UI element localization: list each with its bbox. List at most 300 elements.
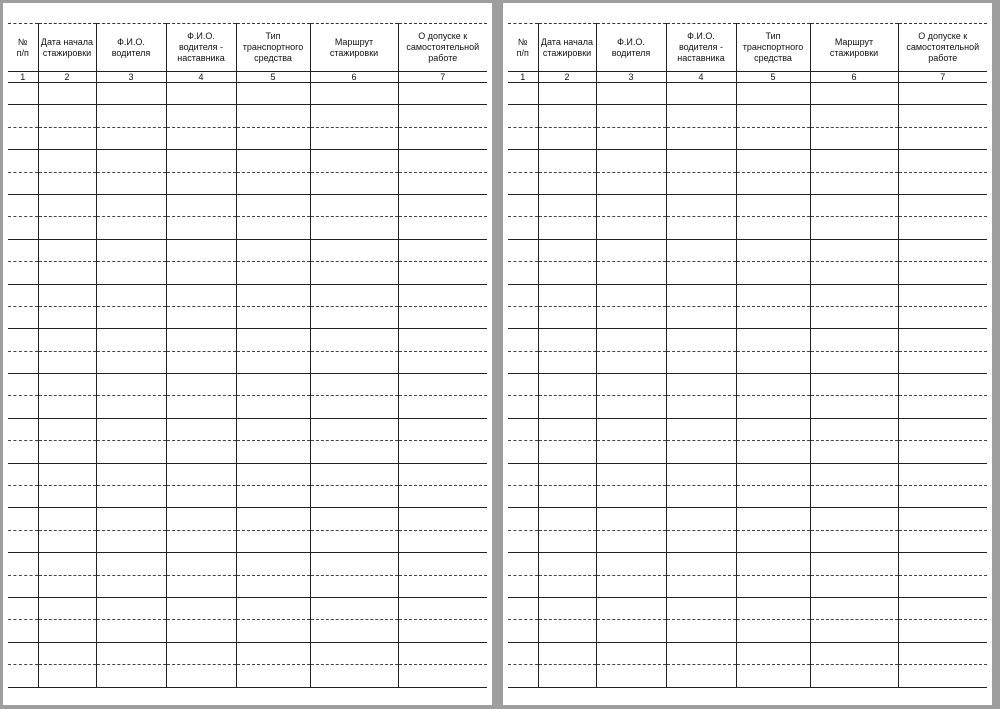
table-cell <box>96 374 166 396</box>
header-row <box>8 24 487 72</box>
table-cell <box>166 508 236 530</box>
table-cell <box>508 575 538 597</box>
table-cell <box>596 194 666 216</box>
table-cell <box>236 418 310 440</box>
table-cell <box>236 194 310 216</box>
table-row <box>8 463 487 485</box>
table-cell <box>398 530 487 552</box>
table-cell <box>96 127 166 149</box>
table-cell <box>398 665 487 687</box>
table-cell <box>310 194 398 216</box>
table-cell <box>236 329 310 351</box>
table-cell <box>38 486 96 508</box>
table-cell <box>8 83 38 105</box>
table-cell <box>898 284 987 306</box>
table-cell <box>398 642 487 664</box>
table-cell <box>398 597 487 619</box>
table-cell <box>166 642 236 664</box>
table-row <box>508 217 987 239</box>
table-cell <box>736 194 810 216</box>
table-cell <box>8 374 38 396</box>
table-cell <box>398 217 487 239</box>
table-cell <box>596 374 666 396</box>
table-row <box>508 553 987 575</box>
table-cell <box>596 306 666 328</box>
table-cell <box>810 239 898 261</box>
table-cell <box>8 463 38 485</box>
table-cell <box>666 463 736 485</box>
table-row <box>508 284 987 306</box>
table-cell <box>736 441 810 463</box>
table-cell <box>508 642 538 664</box>
table-cell <box>666 329 736 351</box>
table-cell <box>310 463 398 485</box>
table-cell <box>166 418 236 440</box>
table-cell <box>666 374 736 396</box>
table-cell <box>236 127 310 149</box>
table-cell <box>596 530 666 552</box>
table-row <box>8 642 487 664</box>
table-cell <box>398 262 487 284</box>
table-cell <box>596 441 666 463</box>
table-cell <box>236 642 310 664</box>
table-row <box>508 575 987 597</box>
table-cell <box>508 194 538 216</box>
table-cell <box>166 396 236 418</box>
table-cell <box>236 217 310 239</box>
table-cell <box>398 575 487 597</box>
table-cell <box>398 172 487 194</box>
table-cell <box>538 284 596 306</box>
header-number: № п/п <box>8 24 38 72</box>
table-cell <box>166 150 236 172</box>
table-cell <box>736 329 810 351</box>
table-cell <box>38 396 96 418</box>
table-cell <box>596 150 666 172</box>
table-cell <box>38 217 96 239</box>
internship-log-table-right <box>508 23 987 688</box>
table-cell <box>666 553 736 575</box>
table-cell <box>596 239 666 261</box>
table-cell <box>508 620 538 642</box>
table-row <box>508 486 987 508</box>
table-cell <box>736 284 810 306</box>
table-cell <box>8 284 38 306</box>
table-cell <box>236 553 310 575</box>
table-cell <box>166 530 236 552</box>
table-cell <box>8 262 38 284</box>
table-row <box>508 374 987 396</box>
table-row <box>8 306 487 328</box>
table-cell <box>898 620 987 642</box>
table-cell <box>8 217 38 239</box>
table-cell <box>8 530 38 552</box>
table-cell <box>538 306 596 328</box>
table-cell <box>96 284 166 306</box>
table-cell <box>596 262 666 284</box>
table-cell <box>508 374 538 396</box>
table-cell <box>810 597 898 619</box>
table-cell <box>596 83 666 105</box>
table-cell <box>538 418 596 440</box>
table-cell <box>8 105 38 127</box>
table-cell <box>666 530 736 552</box>
table-cell <box>666 351 736 373</box>
table-cell <box>810 441 898 463</box>
table-cell <box>236 351 310 373</box>
table-cell <box>666 441 736 463</box>
table-cell <box>398 418 487 440</box>
table-cell <box>236 306 310 328</box>
table-cell <box>8 441 38 463</box>
table-row <box>508 508 987 530</box>
table-cell <box>508 239 538 261</box>
table-cell <box>38 284 96 306</box>
table-cell <box>8 597 38 619</box>
table-cell <box>736 665 810 687</box>
table-cell <box>810 575 898 597</box>
table-cell <box>8 642 38 664</box>
table-cell <box>810 553 898 575</box>
header-admission: О допуске к самостоятельной работе <box>898 24 987 72</box>
table-cell <box>96 329 166 351</box>
table-cell <box>736 597 810 619</box>
table-cell <box>508 105 538 127</box>
table-cell <box>898 508 987 530</box>
table-row <box>8 597 487 619</box>
table-cell <box>596 127 666 149</box>
table-cell <box>166 172 236 194</box>
table-cell <box>236 597 310 619</box>
table-cell <box>810 172 898 194</box>
table-cell <box>666 620 736 642</box>
table-cell <box>736 150 810 172</box>
table-cell <box>310 530 398 552</box>
table-cell <box>398 194 487 216</box>
table-cell <box>508 553 538 575</box>
blank-rows <box>508 83 987 688</box>
table-cell <box>596 172 666 194</box>
table-cell <box>236 239 310 261</box>
table-cell <box>96 620 166 642</box>
table-row <box>508 351 987 373</box>
table-cell <box>166 665 236 687</box>
table-cell <box>666 127 736 149</box>
table-cell <box>810 150 898 172</box>
table-cell <box>96 642 166 664</box>
table-cell <box>166 239 236 261</box>
table-cell <box>166 306 236 328</box>
column-number: 6 <box>310 72 398 83</box>
table-row <box>8 575 487 597</box>
table-cell <box>398 463 487 485</box>
table-cell <box>736 486 810 508</box>
table-cell <box>508 172 538 194</box>
column-number-row <box>508 72 987 83</box>
table-cell <box>508 217 538 239</box>
table-row <box>8 396 487 418</box>
table-cell <box>310 553 398 575</box>
table-cell <box>810 194 898 216</box>
table-cell <box>166 553 236 575</box>
table-cell <box>666 194 736 216</box>
table-row <box>8 530 487 552</box>
table-cell <box>898 217 987 239</box>
table-cell <box>538 508 596 530</box>
table-cell <box>666 508 736 530</box>
table-cell <box>398 284 487 306</box>
table-cell <box>236 374 310 396</box>
header-start-date: Дата начала стажировки <box>538 24 596 72</box>
table-cell <box>538 194 596 216</box>
table-cell <box>596 105 666 127</box>
table-cell <box>310 396 398 418</box>
table-cell <box>96 194 166 216</box>
column-number: 7 <box>398 72 487 83</box>
table-cell <box>236 665 310 687</box>
header-route: Маршрут стажировки <box>310 24 398 72</box>
table-cell <box>38 463 96 485</box>
table-cell <box>736 374 810 396</box>
table-cell <box>736 351 810 373</box>
table-cell <box>310 486 398 508</box>
table-row <box>8 105 487 127</box>
table-cell <box>8 172 38 194</box>
table-cell <box>538 105 596 127</box>
table-cell <box>310 329 398 351</box>
table-cell <box>666 575 736 597</box>
table-cell <box>596 508 666 530</box>
table-cell <box>898 396 987 418</box>
table-cell <box>508 486 538 508</box>
table-cell <box>666 105 736 127</box>
table-cell <box>736 262 810 284</box>
table-cell <box>236 105 310 127</box>
table-cell <box>96 105 166 127</box>
table-cell <box>538 217 596 239</box>
table-cell <box>236 150 310 172</box>
table-cell <box>736 396 810 418</box>
table-cell <box>166 441 236 463</box>
table-cell <box>310 217 398 239</box>
header-row <box>508 24 987 72</box>
table-cell <box>38 172 96 194</box>
table-cell <box>166 329 236 351</box>
internship-log-table-left <box>8 23 487 688</box>
table-cell <box>810 105 898 127</box>
table-cell <box>166 486 236 508</box>
table-cell <box>736 620 810 642</box>
table-cell <box>96 150 166 172</box>
table-row <box>508 620 987 642</box>
table-cell <box>166 620 236 642</box>
column-number: 3 <box>596 72 666 83</box>
table-cell <box>236 172 310 194</box>
column-number: 5 <box>736 72 810 83</box>
table-cell <box>38 306 96 328</box>
table-cell <box>166 351 236 373</box>
table-row <box>508 441 987 463</box>
table-cell <box>736 553 810 575</box>
table-cell <box>898 172 987 194</box>
table-cell <box>508 83 538 105</box>
table-cell <box>310 508 398 530</box>
header-mentor-name: Ф.И.О. водителя - наставника <box>166 24 236 72</box>
table-cell <box>38 262 96 284</box>
table-cell <box>736 530 810 552</box>
table-row <box>8 441 487 463</box>
table-cell <box>508 396 538 418</box>
table-cell <box>8 418 38 440</box>
header-admission: О допуске к самостоятельной работе <box>398 24 487 72</box>
table-cell <box>666 172 736 194</box>
page-right <box>503 3 992 705</box>
column-number: 2 <box>538 72 596 83</box>
table-row <box>8 83 487 105</box>
table-cell <box>38 127 96 149</box>
table-cell <box>810 351 898 373</box>
table-cell <box>596 486 666 508</box>
table-cell <box>310 441 398 463</box>
table-cell <box>810 665 898 687</box>
table-cell <box>810 396 898 418</box>
table-cell <box>596 665 666 687</box>
table-cell <box>666 418 736 440</box>
column-number: 1 <box>8 72 38 83</box>
table-cell <box>736 463 810 485</box>
table-cell <box>898 150 987 172</box>
table-cell <box>538 150 596 172</box>
table-row <box>508 463 987 485</box>
table-cell <box>898 83 987 105</box>
table-cell <box>666 83 736 105</box>
table-cell <box>96 441 166 463</box>
table-cell <box>898 463 987 485</box>
table-cell <box>8 396 38 418</box>
column-number-row <box>8 72 487 83</box>
table-cell <box>398 374 487 396</box>
table-cell <box>810 306 898 328</box>
table-cell <box>38 553 96 575</box>
table-cell <box>508 508 538 530</box>
table-cell <box>736 105 810 127</box>
table-cell <box>898 194 987 216</box>
table-cell <box>8 665 38 687</box>
column-number: 6 <box>810 72 898 83</box>
table-cell <box>398 239 487 261</box>
table-row <box>8 665 487 687</box>
table-row <box>508 329 987 351</box>
table-cell <box>736 418 810 440</box>
table-cell <box>310 105 398 127</box>
table-cell <box>310 172 398 194</box>
table-row <box>8 217 487 239</box>
table-cell <box>538 351 596 373</box>
column-number: 4 <box>166 72 236 83</box>
table-cell <box>96 553 166 575</box>
table-cell <box>596 642 666 664</box>
table-cell <box>538 83 596 105</box>
table-cell <box>666 642 736 664</box>
table-cell <box>398 351 487 373</box>
table-cell <box>508 306 538 328</box>
table-cell <box>898 239 987 261</box>
table-row <box>508 597 987 619</box>
table-row <box>8 127 487 149</box>
table-cell <box>8 486 38 508</box>
column-number: 7 <box>898 72 987 83</box>
table-row <box>8 150 487 172</box>
table-cell <box>538 553 596 575</box>
table-cell <box>666 486 736 508</box>
table-cell <box>736 172 810 194</box>
table-cell <box>596 553 666 575</box>
table-cell <box>310 306 398 328</box>
table-cell <box>236 486 310 508</box>
table-cell <box>398 83 487 105</box>
table-cell <box>898 127 987 149</box>
table-cell <box>508 530 538 552</box>
table-row <box>8 262 487 284</box>
table-cell <box>236 530 310 552</box>
header-mentor-name: Ф.И.О. водителя - наставника <box>666 24 736 72</box>
table-row <box>508 418 987 440</box>
table-cell <box>596 351 666 373</box>
table-cell <box>310 575 398 597</box>
table-cell <box>508 150 538 172</box>
table-cell <box>38 665 96 687</box>
table-cell <box>538 575 596 597</box>
table-row <box>8 508 487 530</box>
table-cell <box>310 239 398 261</box>
table-cell <box>398 396 487 418</box>
table-cell <box>538 262 596 284</box>
table-cell <box>538 486 596 508</box>
table-cell <box>236 463 310 485</box>
table-cell <box>166 83 236 105</box>
table-cell <box>8 575 38 597</box>
table-cell <box>810 620 898 642</box>
table-cell <box>810 262 898 284</box>
table-cell <box>96 486 166 508</box>
table-row <box>8 374 487 396</box>
table-cell <box>810 418 898 440</box>
table-cell <box>508 418 538 440</box>
table-cell <box>96 351 166 373</box>
table-cell <box>38 642 96 664</box>
table-cell <box>96 597 166 619</box>
table-cell <box>810 284 898 306</box>
table-cell <box>898 374 987 396</box>
blank-rows <box>8 83 487 688</box>
table-cell <box>898 486 987 508</box>
table-cell <box>96 530 166 552</box>
table-cell <box>810 329 898 351</box>
table-row <box>508 172 987 194</box>
table-row <box>8 351 487 373</box>
table-cell <box>538 620 596 642</box>
table-cell <box>736 239 810 261</box>
table-cell <box>398 441 487 463</box>
table-cell <box>898 441 987 463</box>
table-cell <box>810 217 898 239</box>
header-vehicle-type: Тип транспортного средства <box>236 24 310 72</box>
table-cell <box>666 306 736 328</box>
table-cell <box>310 351 398 373</box>
table-cell <box>810 463 898 485</box>
table-row <box>508 127 987 149</box>
column-number: 1 <box>508 72 538 83</box>
